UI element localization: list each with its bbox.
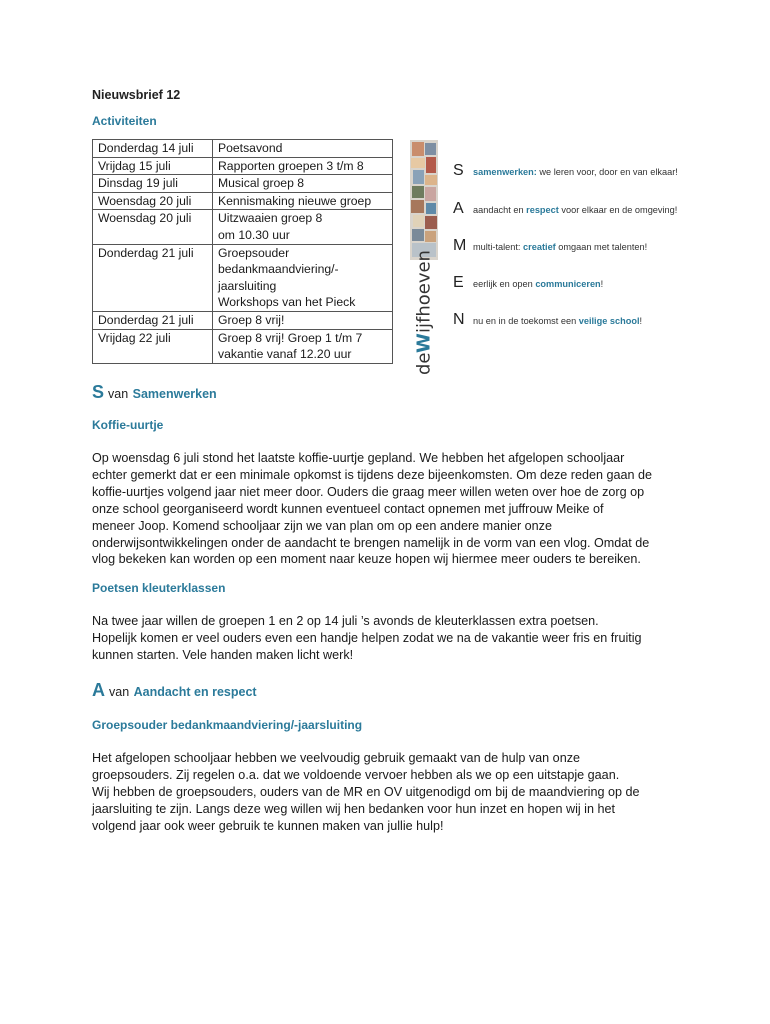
activity-event-line: Groep 8 vrij!: [218, 312, 285, 327]
samen-row-n: [453, 311, 642, 329]
poetsen-heading: Poetsen kleuterklassen: [92, 581, 226, 595]
samen-text: [473, 167, 678, 177]
activity-event-line: Groep 8 vrij! Groep 1 t/m 7: [218, 330, 363, 345]
school-logo: [410, 140, 438, 376]
section-letter: A: [92, 680, 105, 700]
paragraph-line: kunnen starten. Vele handen maken licht werk!: [92, 647, 354, 662]
samen-text-rest: !: [600, 279, 604, 289]
activity-event-line: jaarsluiting: [218, 278, 277, 293]
samen-text-pre: aandacht en: [473, 205, 527, 215]
school-wordmark: [410, 249, 438, 376]
paragraph-line: echter gemerkt dat er een minimale opkomst is tijdens deze bijeenkomsten. Om deze reden gaan de: [92, 467, 653, 482]
activity-event-line: Poetsavond: [218, 141, 283, 155]
samen-letter: N: [453, 311, 465, 328]
photo-collage-image: [410, 140, 438, 260]
activity-event-line: bedankmaandviering/-: [218, 262, 339, 277]
activity-event-line: Musical groep 8: [218, 176, 305, 191]
paragraph-line: Wij hebben de groepsouders, ouders van de MR en OV uitgenodigd om bij de maandviering op de: [92, 784, 640, 799]
activity-row: [93, 140, 393, 158]
section-letter: S: [92, 382, 105, 402]
activity-event: [213, 140, 393, 158]
section-name: Aandacht en respect: [133, 685, 257, 699]
activity-event: [213, 175, 393, 193]
activities-heading: Activiteiten: [92, 114, 157, 128]
activity-row: [93, 157, 393, 175]
paragraph-line: Na twee jaar willen de groepen 1 en 2 op 14 juli ’s avonds de kleuterklassen extra poetsen.: [92, 614, 599, 628]
activity-event-line: Kennismaking nieuwe groep: [218, 193, 372, 208]
paragraph-line: Het afgelopen schooljaar hebben we veelvoudig gebruik gemaakt van de hulp van onze: [92, 751, 580, 765]
samen-text: [473, 316, 642, 326]
section-van: van: [109, 685, 130, 699]
section-title-aandacht: [92, 680, 257, 701]
activity-event-line: Groepsouder: [218, 245, 290, 260]
section-name: Samenwerken: [132, 387, 217, 401]
samen-text-highlight: samenwerken:: [473, 167, 537, 177]
samen-text-rest: omgaan met talenten!: [555, 242, 648, 252]
samen-row-s: [453, 162, 678, 180]
paragraph-line: vlog bekeken kan worden op een moment naar keuze hopen wij hiermee meer ouders te bereiken.: [92, 552, 641, 567]
activity-day: Donderdag 21 juli: [93, 244, 213, 311]
activity-event-line: Uitzwaaien groep 8: [218, 211, 323, 226]
samen-text-highlight: communiceren: [535, 279, 601, 289]
samen-text: [473, 279, 603, 289]
samen-letter: A: [453, 200, 464, 217]
paragraph-line: onze school georganiseerd wordt kunnen eventueel contact opnemen met juffrouw Meike of: [92, 501, 604, 516]
activity-row: [93, 244, 393, 311]
samen-text-pre: nu en in de toekomst een: [473, 316, 579, 326]
samen-row-m: [453, 237, 647, 255]
samen-text-rest: voor elkaar en de omgeving!: [558, 205, 678, 215]
groepsouder-paragraph: [92, 750, 682, 835]
activity-day: Woensdag 20 juli: [93, 192, 213, 210]
activity-event-line: Workshops van het Pieck: [218, 295, 356, 310]
activity-day: Dinsdag 19 juli: [93, 175, 213, 193]
samen-text-pre: multi-talent:: [473, 242, 524, 252]
samen-text: [473, 205, 677, 215]
samen-text-rest: !: [639, 316, 643, 326]
activity-event: [213, 210, 393, 244]
activity-day: Vrijdag 22 juli: [93, 329, 213, 363]
paragraph-line: koffie-uurtjes volgend jaar niet meer door. Ouders die graag meer willen weten over hoe de zorg op: [92, 484, 645, 499]
school-name-v: W: [413, 332, 435, 353]
activity-event: [213, 244, 393, 311]
activity-event: [213, 157, 393, 175]
samen-text: [473, 242, 647, 252]
activity-day: Donderdag 21 juli: [93, 311, 213, 329]
samen-text-highlight: veilige school: [578, 316, 640, 326]
activities-table: [92, 139, 393, 364]
activity-event: [213, 192, 393, 210]
paragraph-line: Op woensdag 6 juli stond het laatste koffie-uurtje gepland. We hebben het afgelopen schooljaar: [92, 451, 625, 465]
samen-row-a: [453, 200, 677, 218]
section-title-samenwerken: [92, 382, 217, 403]
activity-row: [93, 175, 393, 193]
activity-day: Donderdag 14 juli: [93, 140, 213, 158]
activity-event-line: Rapporten groepen 3 t/m 8: [218, 158, 364, 173]
activity-row: [93, 192, 393, 210]
paragraph-line: jaarsluiting te zijn. Langs deze weg willen wij hen bedanken voor hun inzet en hopen wij in het: [92, 801, 615, 816]
samen-letter: S: [453, 162, 464, 179]
section-van: van: [108, 387, 129, 401]
samen-row-e: [453, 274, 603, 292]
groepsouder-heading: Groepsouder bedankmaandviering/-jaarsluiting: [92, 718, 363, 732]
school-name-prefix: de: [413, 352, 435, 376]
activity-event-line: om 10.30 uur: [218, 227, 290, 242]
samen-text-highlight: respect: [526, 205, 559, 215]
samen-letter: M: [453, 237, 467, 254]
activity-row: [93, 329, 393, 363]
paragraph-line: onderwijsontwikkelingen onder de aandacht te brengen namelijk in de vorm van een vlog. Omdat de: [92, 535, 650, 550]
paragraph-line: Hopelijk komen er veel ouders even een handje helpen zodat we na de vakantie weer fris en fruitig: [92, 630, 642, 645]
school-logo-block: [410, 140, 710, 376]
school-name-rest: ijfhoeven: [413, 249, 435, 333]
samen-letter: E: [453, 274, 464, 291]
koffie-heading: Koffie-uurtje: [92, 418, 164, 432]
samen-text-pre: eerlijk en open: [473, 279, 536, 289]
activity-row: [93, 311, 393, 329]
paragraph-line: volgend jaar ook weer gebruik te kunnen maken van jullie hulp!: [92, 818, 444, 833]
samen-text-highlight: creatief: [523, 242, 556, 252]
poetsen-paragraph: [92, 613, 682, 664]
activity-event: [213, 311, 393, 329]
samen-text-rest: we leren voor, door en van elkaar!: [536, 167, 678, 177]
paragraph-line: meneer Joop. Komend schooljaar zijn we van plan om op een andere manier onze: [92, 518, 552, 533]
activity-event-line: vakantie vanaf 12.20 uur: [218, 347, 352, 362]
activity-row: [93, 210, 393, 244]
activity-day: Vrijdag 15 juli: [93, 157, 213, 175]
koffie-paragraph: [92, 450, 682, 568]
activity-day: Woensdag 20 juli: [93, 210, 213, 244]
activity-event: [213, 329, 393, 363]
paragraph-line: groepsouders. Zij regelen o.a. dat we voldoende vervoer hebben als we op een uitstapje gaan.: [92, 767, 620, 782]
newsletter-title: Nieuwsbrief 12: [92, 88, 181, 102]
